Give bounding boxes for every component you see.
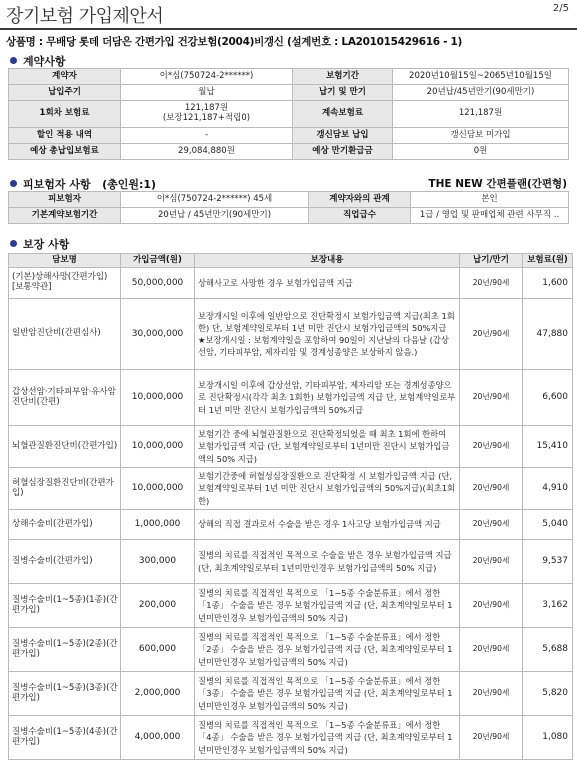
- bullet-icon: [10, 240, 17, 247]
- coverage-row: [9, 268, 573, 299]
- coverage-description: 상해사고로 사망한 경우 보험가입금액 지급: [195, 268, 460, 299]
- insured-row: [9, 192, 569, 208]
- coverage-name: 갑상선암·기타피부암·유사암진단비(간편): [9, 370, 121, 426]
- coverage-description: 질병의 치료를 직접적인 목적으로 「1~5종 수술분류표」에서 정한 「1종」 수술을 받은 경우 보험가입금액 지급 (단, 최초계약일로부터 1년미만인경우 보험가입금액의 50% 지급): [195, 584, 460, 628]
- coverage-period: 20년/90세: [460, 299, 523, 370]
- coverage-row: [9, 299, 573, 370]
- product-name: 상품명 : 무배당 롯데 더담은 간편가입 건강보험(2004)비갱신 (설계번호 : LA201015429616 - 1): [6, 36, 462, 48]
- coverage-row: [9, 540, 573, 584]
- contract-label: 1회차 보험료: [9, 101, 121, 128]
- contract-row: [9, 69, 569, 85]
- contract-label: 계약자: [9, 69, 121, 85]
- coverage-section-title: 보장 사항: [23, 238, 70, 251]
- contract-label: 납기 및 만기: [293, 85, 393, 101]
- contract-value: 0원: [393, 144, 569, 160]
- coverage-amount: 200,000: [121, 584, 195, 628]
- coverage-amount: 50,000,000: [121, 268, 195, 299]
- coverage-amount: 300,000: [121, 540, 195, 584]
- coverage-amount: 2,000,000: [121, 672, 195, 716]
- coverage-name: 질병수술비(1~5종)(2종)(간편가입): [9, 628, 121, 672]
- column-header: 담보명: [9, 254, 121, 268]
- insured-label: 계약자와의 관계: [309, 192, 411, 208]
- contract-label: 보험기간: [293, 69, 393, 85]
- plan-name: THE NEW 간편플랜(간편형): [428, 178, 567, 190]
- coverage-amount: 1,000,000: [121, 510, 195, 540]
- contract-section-heading: [10, 53, 66, 69]
- coverage-row: [9, 426, 573, 468]
- contract-value: -: [121, 128, 293, 144]
- column-header: 납기/만기: [460, 254, 523, 268]
- insured-section-title: 피보험자 사항: [23, 178, 91, 191]
- coverage-amount: 10,000,000: [121, 370, 195, 426]
- coverage-premium: 5,688: [523, 628, 573, 672]
- insured-value: 본인: [411, 192, 569, 208]
- page-number: 2/5: [552, 3, 569, 14]
- coverage-row: [9, 510, 573, 540]
- coverage-name: 허혈심장질환진단비(간편가입): [9, 468, 121, 510]
- coverage-row: [9, 716, 573, 760]
- insured-row: [9, 208, 569, 224]
- column-header: 보장내용: [195, 254, 460, 268]
- column-header: 보험료(원): [523, 254, 573, 268]
- insured-label: 직업급수: [309, 208, 411, 224]
- insured-value: 이*심(750724-2******) 45세: [121, 192, 309, 208]
- insured-value: 20년납 / 45년만기(90세만기): [121, 208, 309, 224]
- coverage-period: 20년/90세: [460, 426, 523, 468]
- bullet-icon: [10, 57, 17, 64]
- contract-value: 이*심(750724-2******): [121, 69, 293, 85]
- contract-value: 갱신담보 미가입: [393, 128, 569, 144]
- contract-value: 121,187원 (보장121,187+적립0): [121, 101, 293, 128]
- contract-value: 121,187원: [393, 101, 569, 128]
- coverage-description: 보험기간중에 허혈성심장질환으로 진단확정 시 보험가입금액 지급 (단, 보험계약일로부터 1년 미만 진단시 보험가입금액의 50%지급)(최초1회한): [195, 468, 460, 510]
- contract-label: 계속보험료: [293, 101, 393, 128]
- coverage-premium: 15,410: [523, 426, 573, 468]
- coverage-description: 상해의 직접 결과로서 수술을 받은 경우 1사고당 보험가입금액 지급: [195, 510, 460, 540]
- coverage-period: 20년/90세: [460, 628, 523, 672]
- contract-value: 29,084,880원: [121, 144, 293, 160]
- coverage-name: 질병수술비(1~5종)(1종)(간편가입): [9, 584, 121, 628]
- coverage-amount: 30,000,000: [121, 299, 195, 370]
- coverage-premium: 9,537: [523, 540, 573, 584]
- coverage-premium: 6,600: [523, 370, 573, 426]
- coverage-name: (기본)상해사망(간편가입) [보통약관]: [9, 268, 121, 299]
- contract-row: [9, 144, 569, 160]
- contract-value: 월납: [121, 85, 293, 101]
- insured-count: (총인원:1): [102, 178, 157, 191]
- contract-table: [8, 68, 569, 160]
- coverage-amount: 4,000,000: [121, 716, 195, 760]
- coverage-section-heading: [10, 236, 69, 252]
- coverage-row: [9, 628, 573, 672]
- title-divider: [0, 28, 577, 30]
- contract-value: 20년납/45년만기(90세만기): [393, 85, 569, 101]
- bullet-icon: [10, 180, 17, 187]
- coverage-header-row: [9, 254, 573, 268]
- coverage-period: 20년/90세: [460, 716, 523, 760]
- insured-table: [8, 191, 569, 224]
- contract-label: 예상 만기환급금: [293, 144, 393, 160]
- contract-label: 할인 적용 내역: [9, 128, 121, 144]
- coverage-period: 20년/90세: [460, 468, 523, 510]
- contract-section-title: 계약사항: [23, 55, 66, 68]
- contract-label: 갱신담보 납입: [293, 128, 393, 144]
- coverage-row: [9, 468, 573, 510]
- insured-label: 피보험자: [9, 192, 121, 208]
- contract-row: [9, 85, 569, 101]
- coverage-description: 질병의 치료를 직접적인 목적으로 「1~5종 수술분류표」에서 정한 「4종」 수술을 받은 경우 보험가입금액 지급 (단, 최초계약일로부터 1년미만인경우 보험가입금액의 50% 지급): [195, 716, 460, 760]
- coverage-premium: 3,162: [523, 584, 573, 628]
- coverage-amount: 600,000: [121, 628, 195, 672]
- coverage-name: 뇌혈관질환진단비(간편가입): [9, 426, 121, 468]
- coverage-premium: 5,820: [523, 672, 573, 716]
- contract-row: [9, 101, 569, 128]
- coverage-table: [8, 253, 573, 760]
- coverage-name: 질병수술비(1~5종)(4종)(간편가입): [9, 716, 121, 760]
- coverage-row: [9, 672, 573, 716]
- coverage-description: 보험기간 중에 뇌혈관질환으로 진단확정되었을 때 최초 1회에 한하여 보험가입금액 지급 (단, 보험계약일로부터 1년미만 진단시 보험가입금액의 50% 지급): [195, 426, 460, 468]
- contract-label: 예상 총납입보험료: [9, 144, 121, 160]
- contract-value: 2020년10월15일~2065년10월15일: [393, 69, 569, 85]
- coverage-name: 질병수술비(1~5종)(3종)(간편가입): [9, 672, 121, 716]
- document-title: 장기보험 가입제안서: [6, 6, 164, 27]
- coverage-period: 20년/90세: [460, 672, 523, 716]
- coverage-premium: 1,080: [523, 716, 573, 760]
- coverage-period: 20년/90세: [460, 584, 523, 628]
- coverage-amount: 10,000,000: [121, 468, 195, 510]
- coverage-row: [9, 370, 573, 426]
- contract-row: [9, 128, 569, 144]
- coverage-premium: 4,910: [523, 468, 573, 510]
- coverage-description: 보장개시일 이후에 갑상선암, 기타피부암, 제자리암 또는 경계성종양으로 진단확정시(각각 최초 1회한) 보험가입금액 지급 단, 보험계약일로부터 1년 미만 진단시 보험가입금액의 50%지급: [195, 370, 460, 426]
- coverage-name: 일반암진단비(간편심사): [9, 299, 121, 370]
- coverage-description: 질병의 치료를 직접적인 목적으로 수술을 받은 경우 보험가입금액 지급 (단, 최초계약일로부터 1년미만인경우 보험가입금액의 50% 지급): [195, 540, 460, 584]
- insured-section-heading: [10, 176, 156, 192]
- coverage-period: 20년/90세: [460, 540, 523, 584]
- coverage-description: 보장개시일 이후에 일반암으로 진단확정시 보험가입금액 지급(최초 1회한) 단, 보험계약일로부터 1년 미만 진단시 보험가입금액의 50%지급 ★보장개시일 : 보험계약일을 포함하여 90일이 지난날의 다음날 (갑상선암, 기타피부암, 제자리암 및 경계성종양은 보상하지 않음.): [195, 299, 460, 370]
- coverage-premium: 5,040: [523, 510, 573, 540]
- coverage-name: 상해수술비(간편가입): [9, 510, 121, 540]
- coverage-description: 질병의 치료를 직접적인 목적으로 「1~5종 수술분류표」에서 정한 「3종」 수술을 받은 경우 보험가입금액 지급 (단, 최초계약일로부터 1년미만인경우 보험가입금액의 50% 지급): [195, 672, 460, 716]
- coverage-name: 질병수술비(간편가입): [9, 540, 121, 584]
- coverage-period: 20년/90세: [460, 370, 523, 426]
- coverage-amount: 10,000,000: [121, 426, 195, 468]
- coverage-description: 질병의 치료를 직접적인 목적으로 「1~5종 수술분류표」에서 정한 「2종」 수술을 받은 경우 보험가입금액 지급 (단, 최초계약일로부터 1년미만인경우 보험가입금액의 50% 지급): [195, 628, 460, 672]
- coverage-premium: 1,600: [523, 268, 573, 299]
- insured-label: 기본계약보험기간: [9, 208, 121, 224]
- column-header: 가입금액(원): [121, 254, 195, 268]
- coverage-period: 20년/90세: [460, 268, 523, 299]
- coverage-row: [9, 584, 573, 628]
- coverage-premium: 47,880: [523, 299, 573, 370]
- contract-label: 납입주기: [9, 85, 121, 101]
- insured-value: 1급 / 영업 및 판매업체 관련 사무직 ..: [411, 208, 569, 224]
- coverage-period: 20년/90세: [460, 510, 523, 540]
